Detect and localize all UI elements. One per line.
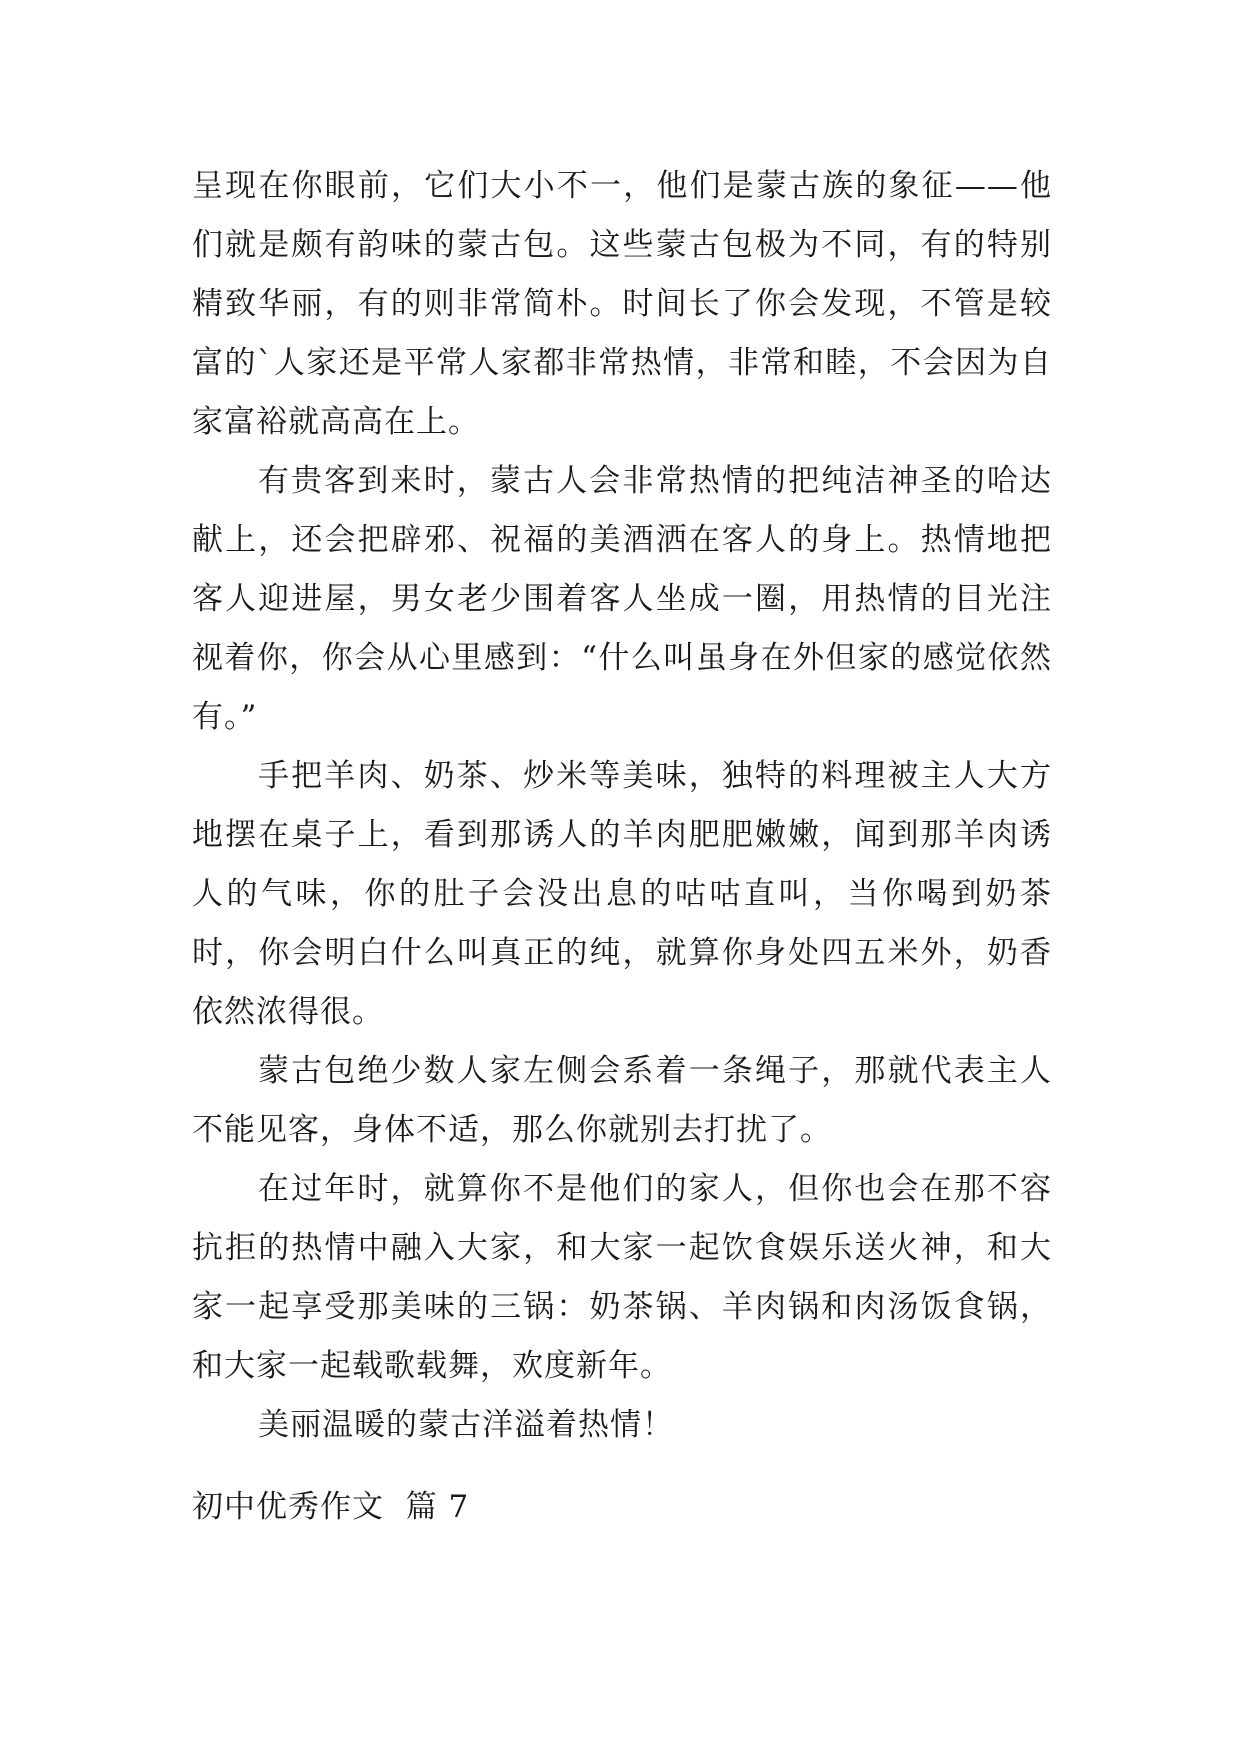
paragraph: 蒙古包绝少数人家左侧会系着一条绳子，那就代表主人不能见客，身体不适，那么你就别去打扰了。 — [192, 1053, 1052, 1148]
paragraph: 有贵客到来时，蒙古人会非常热情的把纯洁神圣的哈达献上，还会把辟邪、祝福的美酒洒在客人的身上。热情地把客人迎进屋，男女老少围着客人坐成一圈，用热情的目光注视着你，你会从心里感到：“什么叫虽身在外但家的感觉依然有。” — [192, 463, 1052, 735]
paragraph: 美丽温暖的蒙古洋溢着热情！ — [258, 1407, 674, 1443]
essay-body — [192, 157, 1052, 1455]
paragraph: 手把羊肉、奶茶、炒米等美味，独特的料理被主人大方地摆在桌子上，看到那诱人的羊肉肥肥嫩嫩，闻到那羊肉诱人的气味，你的肚子会没出息的咕咕直叫，当你喝到奶茶时，你会明白什么叫真正的纯，就算你身处四五米外，奶香依然浓得很。 — [192, 758, 1052, 1030]
paragraph: 在过年时，就算你不是他们的家人，但你也会在那不容抗拒的热情中融入大家，和大家一起饮食娱乐送火神，和大家一起享受那美味的三锅：奶茶锅、羊肉锅和肉汤饭食锅，和大家一起载歌载舞，欢度新年。 — [192, 1171, 1052, 1384]
section-heading: 初中优秀作文 篇 7 — [192, 1489, 470, 1525]
paragraph: 呈现在你眼前，它们大小不一，他们是蒙古族的象征——他们就是颇有韵味的蒙古包。这些蒙古包极为不同，有的特别精致华丽，有的则非常简朴。时间长了你会发现，不管是较富的`人家还是平常人家都非常热情，非常和睦，不会因为自家富裕就高高在上。 — [192, 168, 1052, 440]
